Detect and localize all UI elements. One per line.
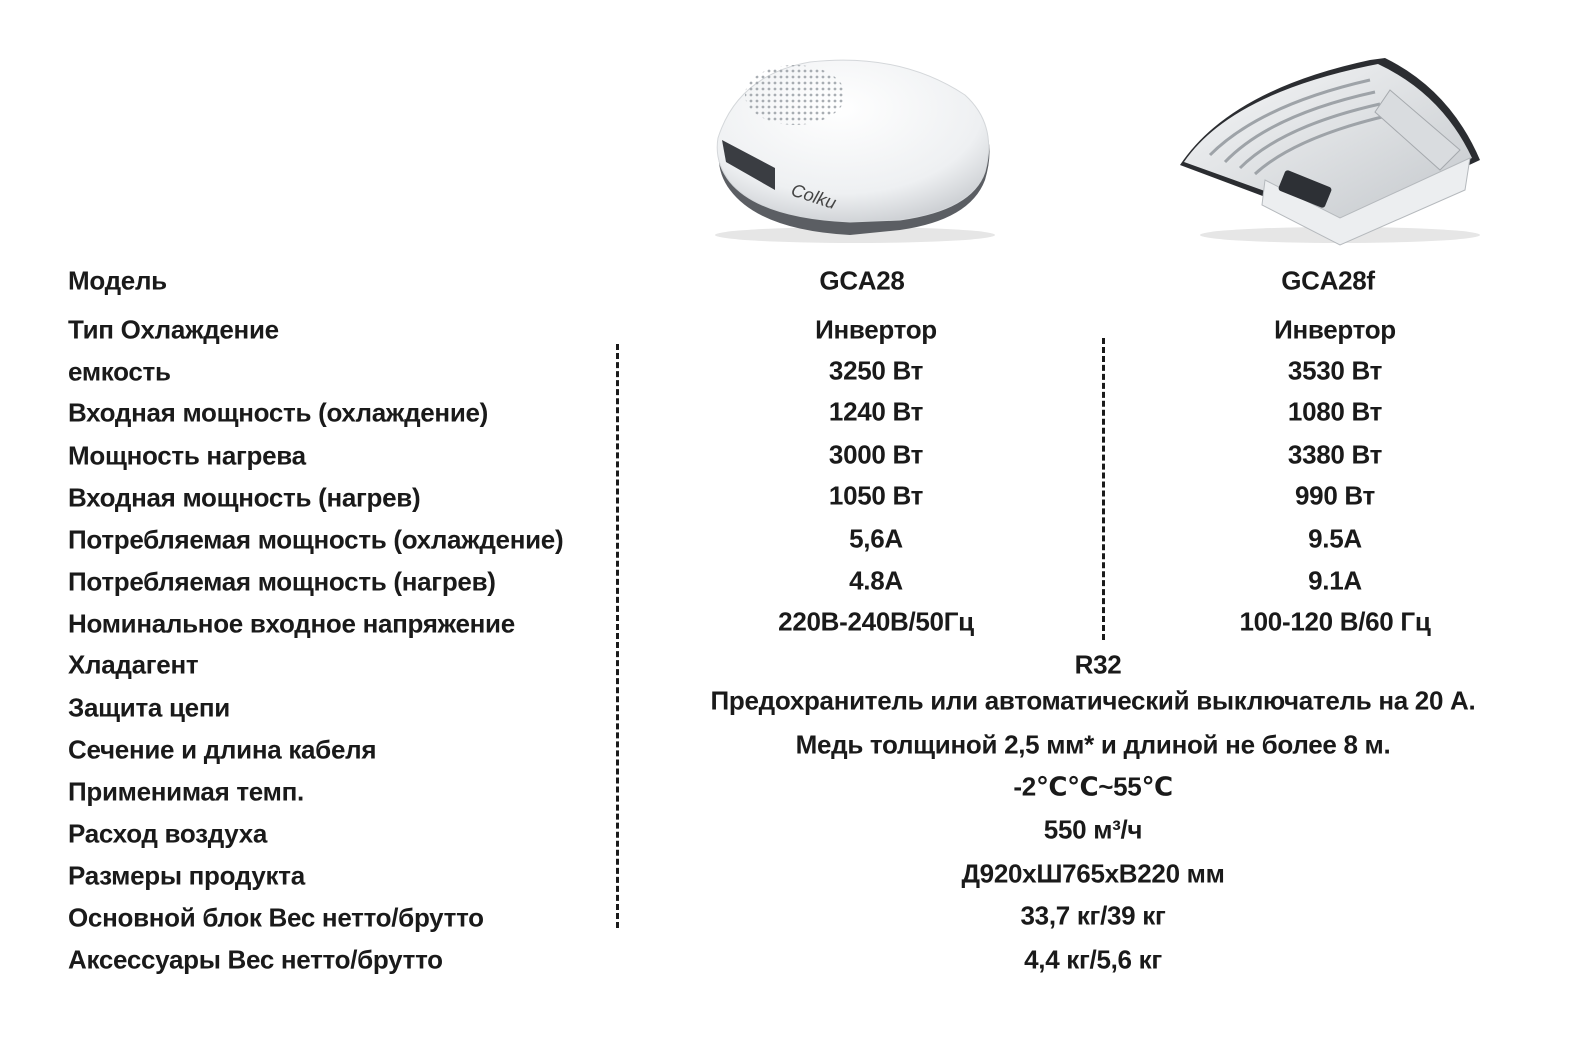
product-image-gca28f — [1170, 50, 1490, 250]
value-gca28: 1240 Вт — [828, 396, 924, 427]
spec-label: Хладагент — [68, 649, 199, 680]
value-shared: Предохранитель или автоматический выключатель на 20 А. — [710, 685, 1476, 716]
spec-label: Потребляемая мощность (охлаждение) — [68, 524, 564, 555]
spec-label: Номинальное входное напряжение — [68, 608, 515, 639]
spec-label: Сечение и длина кабеля — [68, 734, 377, 765]
value-gca28: 3250 Вт — [828, 355, 924, 386]
value-shared: 550 м³/ч — [1043, 814, 1143, 845]
value-gca28f: 9.1A — [1308, 565, 1362, 596]
spec-label: Тип Охлаждение — [68, 314, 279, 345]
spec-label: Расход воздуха — [68, 818, 268, 849]
value-gca28: 3000 Вт — [828, 439, 924, 470]
spec-label: Модель — [68, 265, 167, 296]
value-gca28: 1050 Вт — [828, 480, 924, 511]
value-gca28f: 3530 Вт — [1287, 355, 1383, 386]
spec-label: Защита цепи — [68, 692, 230, 723]
value-gca28f: 3380 Вт — [1287, 439, 1383, 470]
spec-label: Потребляемая мощность (нагрев) — [68, 566, 496, 597]
spec-label: емкость — [68, 356, 171, 387]
value-gca28: Инвертор — [815, 314, 937, 345]
column-divider-left — [616, 344, 619, 928]
value-shared: R32 — [1074, 649, 1122, 680]
spec-label: Аксессуары Вес нетто/брутто — [68, 944, 443, 975]
value-gca28: 220В-240В/50Гц — [778, 606, 974, 637]
value-gca28f: 100-120 В/60 Гц — [1239, 606, 1431, 637]
value-gca28f: GCA28f — [1281, 265, 1375, 296]
spec-label: Применимая темп. — [68, 776, 304, 807]
value-gca28: 4.8A — [849, 565, 903, 596]
product-image-gca28 — [700, 50, 1010, 250]
svg-text:Colku: Colku — [788, 179, 839, 214]
value-gca28f: 990 Вт — [1295, 480, 1375, 511]
value-gca28f: Инвертор — [1274, 314, 1396, 345]
column-divider-right — [1102, 338, 1105, 640]
value-gca28: 5,6А — [849, 523, 903, 554]
spec-label: Входная мощность (нагрев) — [68, 482, 421, 513]
value-gca28f: 1080 Вт — [1287, 396, 1383, 427]
value-gca28: GCA28 — [819, 265, 905, 296]
value-shared: Д920хШ765хВ220 мм — [961, 858, 1225, 889]
spec-label: Размеры продукта — [68, 860, 305, 891]
spec-label: Основной блок Вес нетто/брутто — [68, 902, 484, 933]
value-shared: 4,4 кг/5,6 кг — [1024, 944, 1162, 975]
value-gca28f: 9.5A — [1308, 523, 1362, 554]
spec-label: Мощность нагрева — [68, 440, 306, 471]
spec-label: Входная мощность (охлаждение) — [68, 397, 489, 428]
value-shared: 33,7 кг/39 кг — [1020, 900, 1166, 931]
value-shared: Медь толщиной 2,5 мм* и длиной не более 8 м. — [795, 729, 1391, 760]
value-shared: -2℃℃~55℃ — [1013, 771, 1173, 802]
